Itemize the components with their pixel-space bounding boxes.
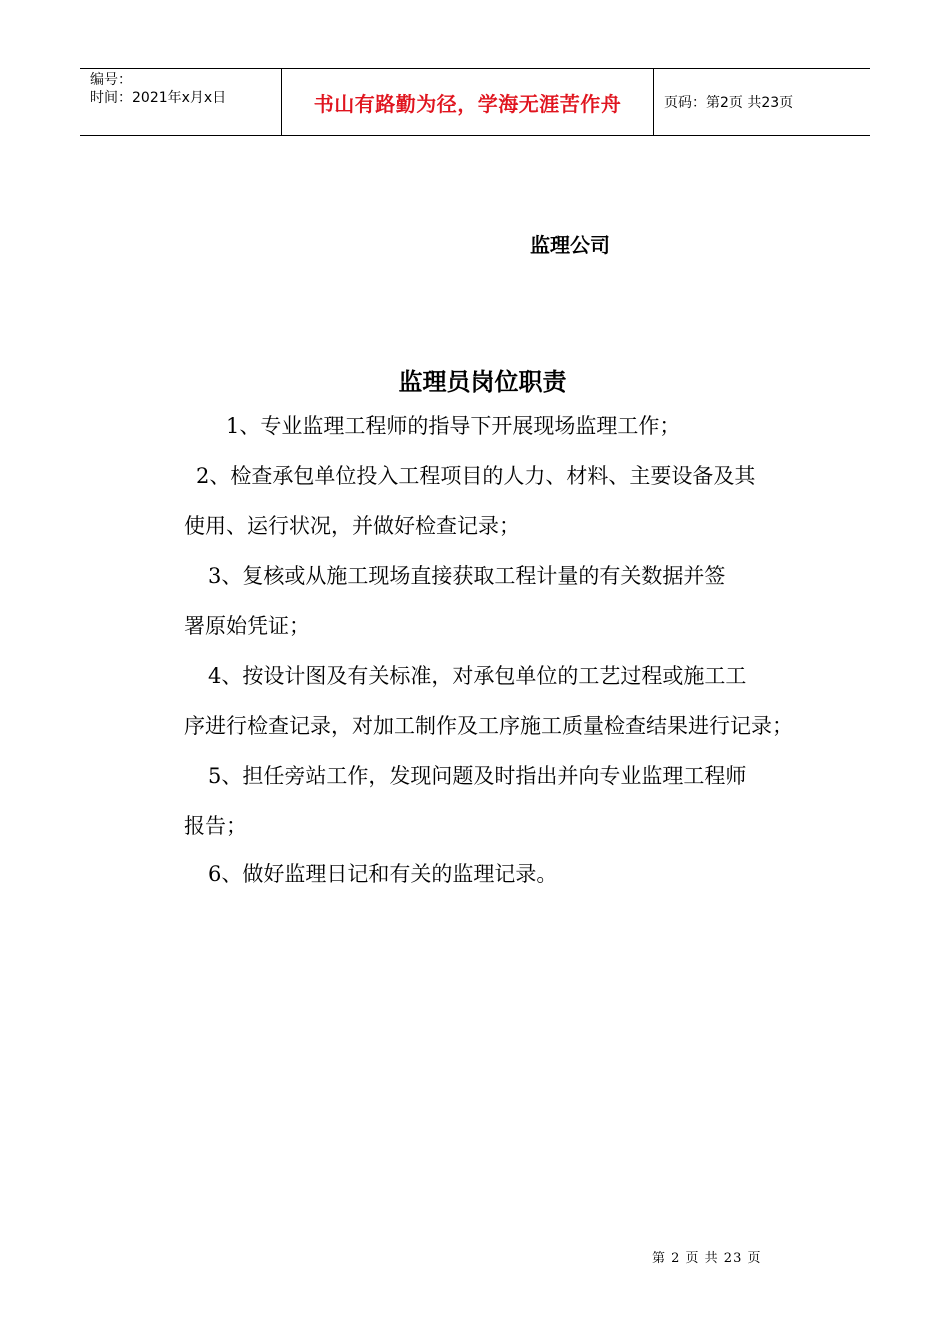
duty-3-line-2: 署原始凭证； xyxy=(184,614,310,638)
duty-1: 1、专业监理工程师的指导下开展现场监理工作； xyxy=(226,414,681,438)
header-meta-cell xyxy=(80,69,282,135)
duty-5-line-2: 报告； xyxy=(184,814,247,838)
page-footer: 第 2 页 共 23 页 xyxy=(652,1251,762,1266)
motto-text: 书山有路勤为径，学海无涯苦作舟 xyxy=(313,91,622,116)
duty-4-line-2: 序进行检查记录，对加工制作及工序施工质量检查结果进行记录； xyxy=(184,714,793,738)
duty-3-line-1: 3、复核或从施工现场直接获取工程计量的有关数据并签 xyxy=(208,564,726,588)
header-table xyxy=(80,68,870,136)
document-title: 监理员岗位职责 xyxy=(398,368,567,396)
company-name: 监理公司 xyxy=(530,233,610,257)
serial-number-label: 编号： xyxy=(90,72,132,88)
date-label: 时间：2021年x月x日 xyxy=(90,90,227,106)
page-info-text: 页码：第2页 共23页 xyxy=(664,95,794,111)
duty-2-line-1: 2、检查承包单位投入工程项目的人力、材料、主要设备及其 xyxy=(196,464,756,488)
header-motto-cell xyxy=(282,69,654,135)
duty-6: 6、做好监理日记和有关的监理记录。 xyxy=(208,862,558,886)
header-page-cell xyxy=(654,69,870,135)
duty-2-line-2: 使用、运行状况，并做好检查记录； xyxy=(184,514,520,538)
duty-5-line-1: 5、担任旁站工作，发现问题及时指出并向专业监理工程师 xyxy=(208,764,747,788)
duty-4-line-1: 4、按设计图及有关标准，对承包单位的工艺过程或施工工 xyxy=(208,664,747,688)
